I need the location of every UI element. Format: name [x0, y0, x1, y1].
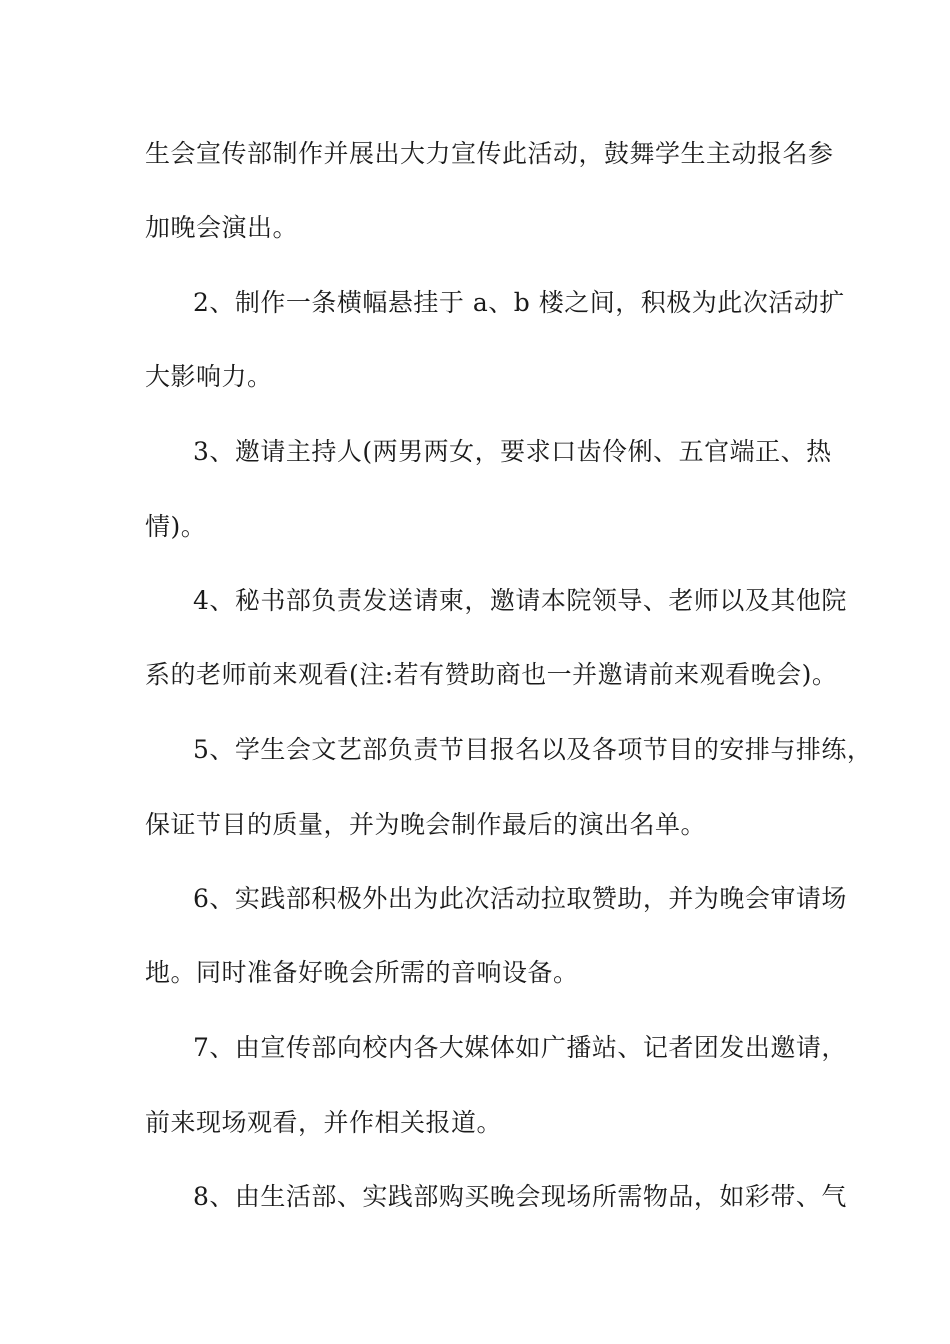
list-item-4-line: 4、秘书部负责发送请柬，邀请本院领导、老师以及其他院	[193, 586, 847, 615]
text-line: 情)。	[145, 512, 207, 541]
text-line: 地。同时准备好晚会所需的音响设备。	[145, 958, 579, 987]
list-item-3-line: 3、邀请主持人(两男两女，要求口齿伶俐、五官端正、热	[193, 437, 832, 466]
text-line: 系的老师前来观看(注:若有赞助商也一并邀请前来观看晚会)。	[145, 660, 838, 689]
text-line: 大影响力。	[145, 362, 273, 391]
text-line: 前来现场观看，并作相关报道。	[145, 1108, 503, 1137]
list-item-8-line: 8、由生活部、实践部购买晚会现场所需物品，如彩带、气	[193, 1182, 847, 1211]
text-line: 保证节目的质量，并为晚会制作最后的演出名单。	[145, 810, 707, 839]
list-item-2-line: 2、制作一条横幅悬挂于 a、b 楼之间，积极为此次活动扩	[193, 288, 845, 317]
list-item-5-line: 5、学生会文艺部负责节目报名以及各项节目的安排与排练，	[193, 735, 873, 764]
list-item-7-line: 7、由宣传部向校内各大媒体如广播站、记者团发出邀请，	[193, 1033, 847, 1062]
list-item-6-line: 6、实践部积极外出为此次活动拉取赞助，并为晚会审请场	[193, 884, 847, 913]
text-line: 加晚会演出。	[145, 213, 299, 242]
text-line: 生会宣传部制作并展出大力宣传此活动，鼓舞学生主动报名参	[145, 139, 834, 168]
